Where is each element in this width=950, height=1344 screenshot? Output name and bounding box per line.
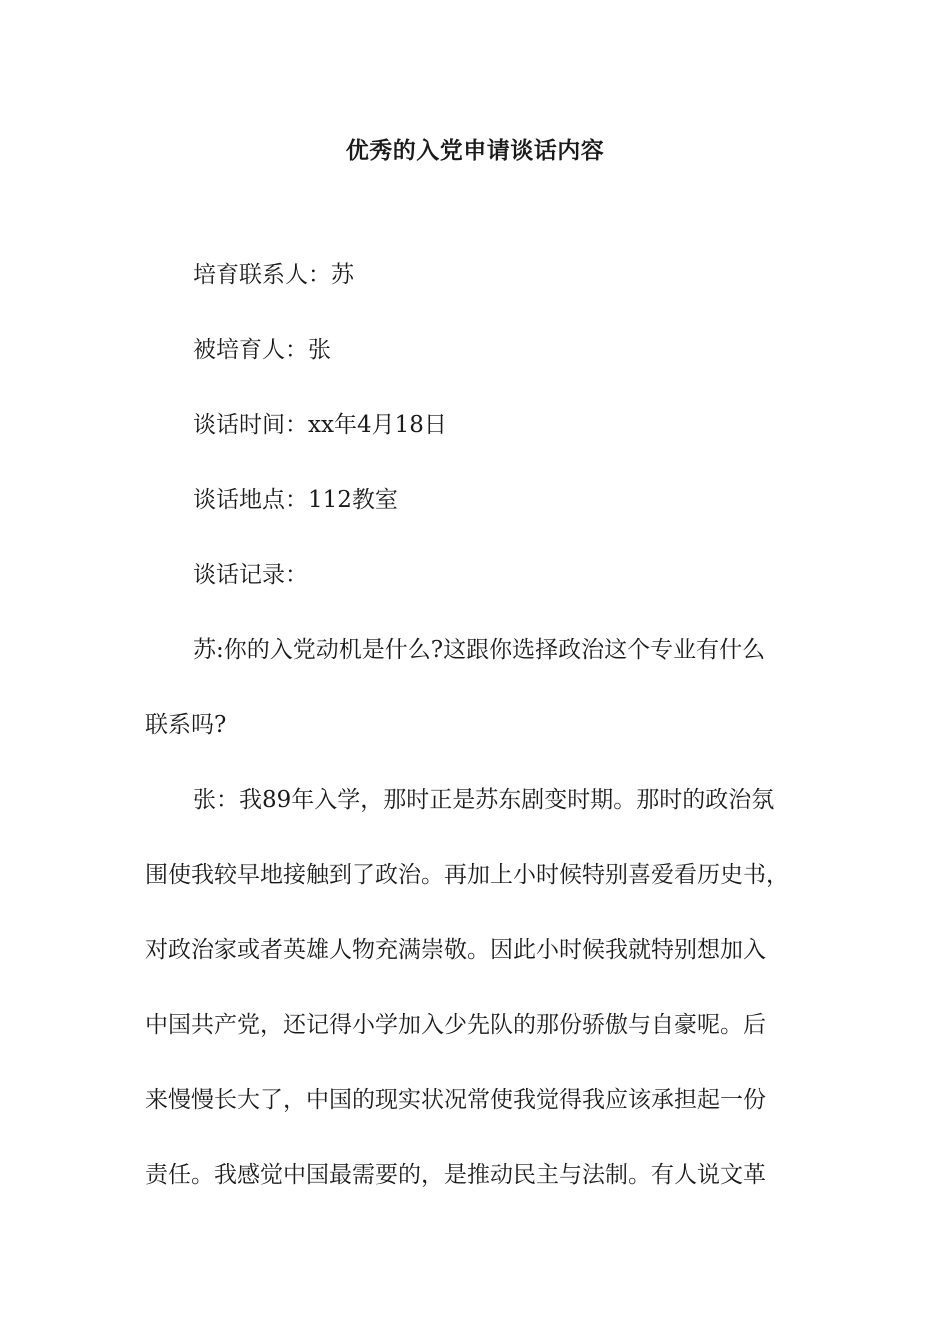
field-time: 谈话时间：xx年4月18日 — [193, 412, 447, 438]
paragraph-line: 围使我较早地接触到了政治。再加上小时候特别喜爱看历史书， — [145, 862, 789, 888]
field-trainee: 被培育人：张 — [193, 337, 331, 363]
paragraph-line: 责任。我感觉中国最需要的，是推动民主与法制。有人说文革 — [145, 1162, 766, 1188]
paragraph-line: 苏:你的入党动机是什么?这跟你选择政治这个专业有什么 — [193, 637, 766, 663]
paragraph-line: 中国共产党，还记得小学加入少先队的那份骄傲与自豪呢。后 — [145, 1012, 766, 1038]
paragraph-line: 对政治家或者英雄人物充满崇敬。因此小时候我就特别想加入 — [145, 937, 766, 963]
paragraph-line: 来慢慢长大了，中国的现实状况常使我觉得我应该承担起一份 — [145, 1087, 766, 1113]
paragraph-line: 张：我89年入学，那时正是苏东剧变时期。那时的政治氛 — [193, 787, 775, 813]
document-title: 优秀的入党申请谈话内容 — [345, 138, 605, 164]
field-place: 谈话地点：112教室 — [193, 487, 398, 513]
field-record: 谈话记录： — [193, 562, 308, 588]
paragraph-line: 联系吗? — [145, 712, 227, 738]
field-contact: 培育联系人：苏 — [193, 262, 354, 288]
